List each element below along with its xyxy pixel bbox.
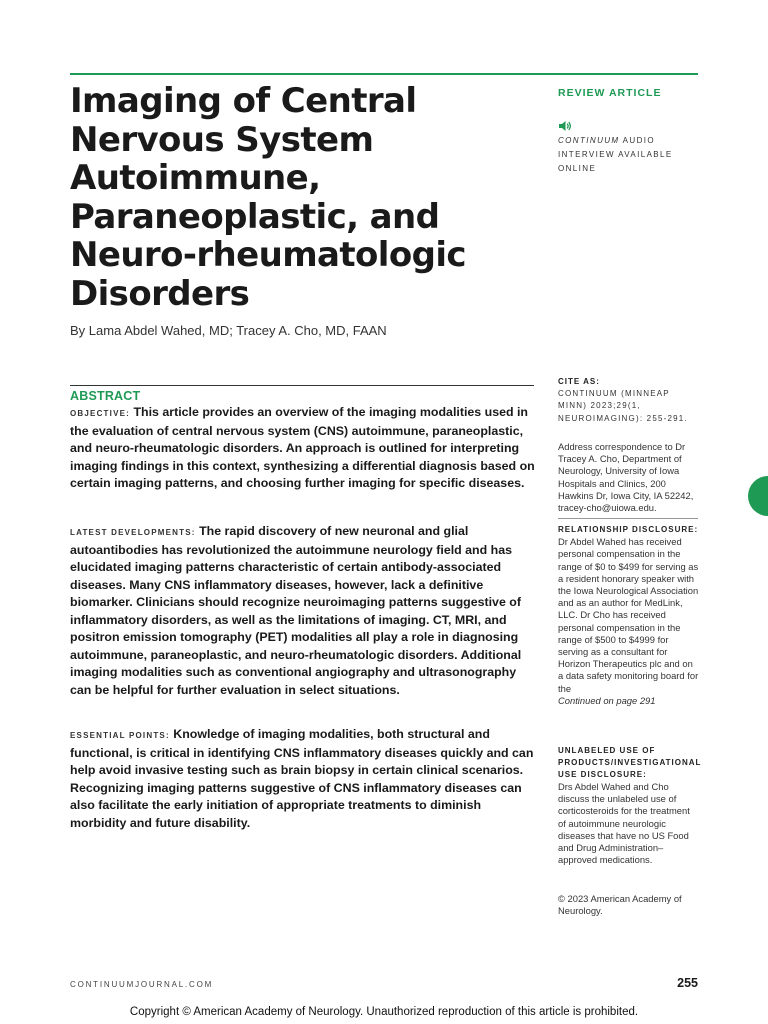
relationship-disclosure-heading: RELATIONSHIP DISCLOSURE:: [558, 525, 699, 534]
correspondence-block: Address correspondence to Dr Tracey A. Cho, Department of Neurology, University of Iowa Hospitals and Clinics, 200 Hawkins Dr, Iowa City, IA 52242, tracey-cho@uiowa.edu.: [558, 441, 694, 514]
journal-url[interactable]: CONTINUUMJOURNAL.COM: [70, 980, 214, 989]
unlabeled-use-heading: UNLABELED USE OF PRODUCTS/INVESTIGATIONAL USE DISCLOSURE:: [558, 746, 702, 779]
title-line: Paraneoplastic, and: [70, 196, 440, 237]
abstract-heading: ABSTRACT: [70, 389, 141, 403]
latest-developments-label: LATEST DEVELOPMENTS:: [70, 528, 196, 537]
audio-interview-note[interactable]: [558, 120, 698, 176]
latest-developments-paragraph: [70, 523, 540, 699]
speaker-icon: [558, 120, 572, 132]
objective-label: OBJECTIVE:: [70, 409, 131, 418]
essential-points-label: ESSENTIAL POINTS:: [70, 731, 170, 740]
header-rule: [70, 73, 698, 75]
author-line: By Lama Abdel Wahed, MD; Tracey A. Cho, MD, FAAN: [70, 323, 387, 338]
abstract-rule: [70, 385, 534, 386]
relationship-disclosure-block: [558, 524, 700, 707]
title-line: Disorders: [70, 273, 250, 314]
objective-text: This article provides an overview of the imaging modalities used in the evaluation of central nervous system (CNS) autoimmune, paraneoplastic, and neuro-rheumatologic disorders. An approach is outlined for interpreting imaging findings in this context, synthesizing a differential diagnosis based on certain imaging patterns, and choosing further imaging for specific diseases.: [70, 405, 535, 490]
journal-name: CONTINUUM: [558, 136, 620, 145]
essential-points-paragraph: [70, 726, 540, 832]
latest-developments-text: The rapid discovery of new neuronal and glial autoantibodies has revolutionized the autoimmune neurology field and has elucidated imaging patterns characteristic of certain antibody-associated diseases. Many CNS inflammatory diseases, however, lack a definitive biomarker. Clinicians should recognize neuroimaging patterns suggestive of inflammatory disorders, as well as the limitations of imaging. CT, MRI, and positron emission tomography (PET) modalities all play a role in diagnosing autoimmune, paraneoplastic, and neuro-rheumatologic disorders. Additional imaging modalities such as conventional angiography and ultrasonography can be helpful for further evaluation in select situations.: [70, 524, 522, 697]
unlabeled-use-text: Drs Abdel Wahed and Cho discuss the unlabeled use of corticosteroids for the treatment of autoimmune neurologic diseases that have no US Food and Drug Administration–approved medications.: [558, 781, 690, 866]
audio-description: AUDIO INTERVIEW AVAILABLE ONLINE: [558, 136, 673, 173]
page-number: 255: [677, 976, 698, 990]
audio-text: [558, 134, 698, 176]
essential-points-text: Knowledge of imaging modalities, both structural and functional, is critical in identifying CNS inflammatory diseases quickly and can help avoid invasive testing such as brain biopsy in certain clinical scenarios. Recognizing imaging patterns suggestive of CNS inflammatory diseases can also facilitate the early initiation of appropriate treatments to diminish morbidity and future disability.: [70, 727, 534, 830]
title-line: Autoimmune,: [70, 158, 321, 198]
relationship-disclosure-text: Dr Abdel Wahed has received personal compensation in the range of $0 to $499 for serving as a resident honorary speaker with the Iowa Neurological Association and as an author for MedLink, LLC. Dr Cho has received personal compensation in the range of $500 to $4999 for serving as a consultant for Horizon Therapeutics plc and on a data safety monitoring board for the: [558, 536, 699, 694]
section-tab-marker: [748, 476, 768, 516]
objective-paragraph: [70, 404, 540, 493]
continued-note: Continued on page 291: [558, 694, 656, 706]
title-line: Neuro-rheumatologic: [70, 235, 466, 275]
aan-copyright: © 2023 American Academy of Neurology.: [558, 893, 682, 917]
section-tag: REVIEW ARTICLE: [558, 87, 662, 99]
title-line: Nervous System: [70, 119, 374, 160]
title-line: Imaging of Central: [70, 81, 417, 121]
unlabeled-use-block: [558, 745, 700, 866]
cite-as-text: CONTINUUM (MINNEAP MINN) 2023;29(1, NEUROIMAGING): 255-291.: [558, 389, 688, 423]
article-title: [70, 82, 540, 313]
cite-as-heading: CITE AS:: [558, 377, 600, 386]
cite-as-block: [558, 376, 700, 425]
copyright-notice: Copyright © American Academy of Neurology. Unauthorized reproduction of this article is prohibited.: [129, 1006, 639, 1018]
sidebar-rule: [558, 518, 698, 519]
